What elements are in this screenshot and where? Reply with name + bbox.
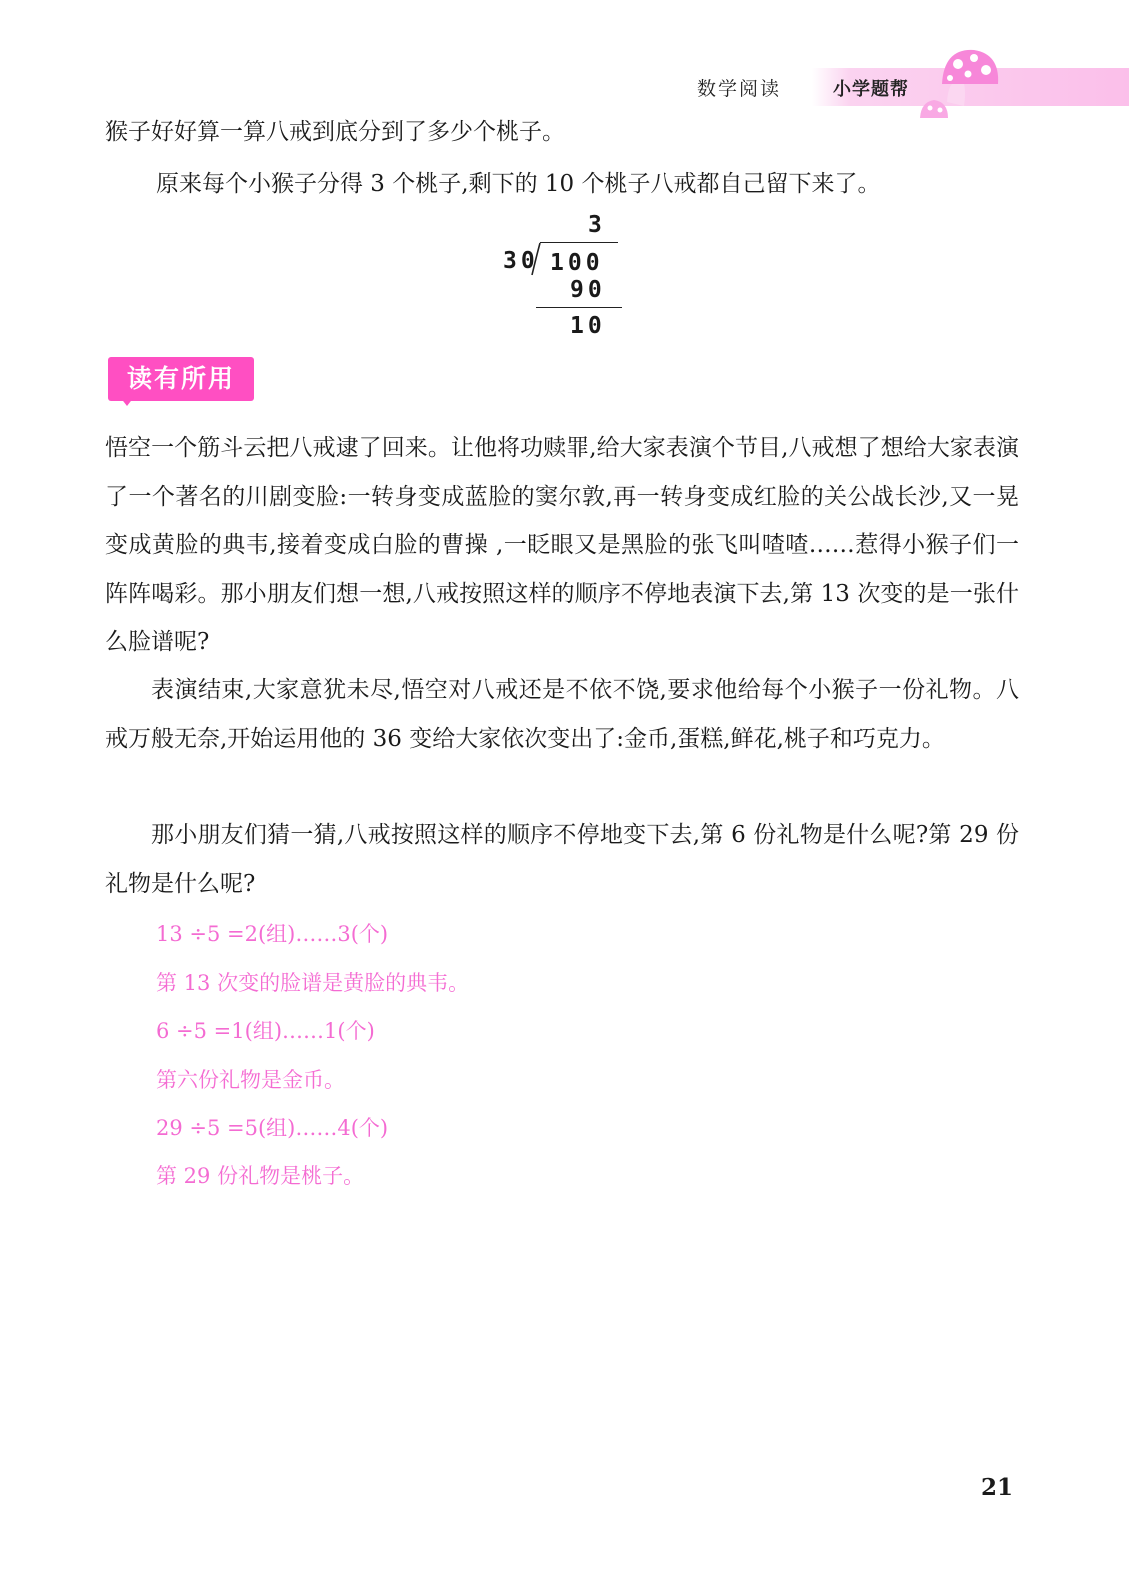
answer-line-4: 第六份礼物是金币。 bbox=[156, 1068, 345, 1092]
mushroom-icon bbox=[912, 40, 1012, 120]
division-remainder: 10 bbox=[570, 313, 606, 339]
division-dividend: 100 bbox=[550, 250, 604, 276]
answer-line-6: 第 29 份礼物是桃子。 bbox=[156, 1164, 365, 1188]
division-bar bbox=[540, 242, 618, 243]
text-line-2: 原来每个小猴子分得 3 个桃子,剩下的 10 个桃子八戒都自己留下来了。 bbox=[156, 171, 881, 197]
division-quotient: 3 bbox=[588, 212, 606, 238]
answer-line-2: 第 13 次变的脸谱是黄脸的典韦。 bbox=[156, 971, 470, 995]
paragraph-2: 表演结束,大家意犹未尽,悟空对八戒还是不依不饶,要求他给每个小猴子一份礼物。八戒万般无奈,开始运用他的 36 变给大家依次变出了:金币,蛋糕,鲜花,桃子和巧克力。 bbox=[105, 677, 1019, 752]
series-title: 小学题帮 bbox=[833, 79, 909, 100]
answer-line-5: 29 ÷5 =5(组)……4(个) bbox=[156, 1116, 389, 1140]
section-tag-label: 读有所用 bbox=[126, 364, 235, 393]
division-subtract-line bbox=[536, 307, 622, 308]
answer-line-3: 6 ÷5 =1(组)……1(个) bbox=[156, 1019, 375, 1043]
page-number: 21 bbox=[981, 1474, 1014, 1501]
division-product: 90 bbox=[570, 277, 606, 303]
page-header bbox=[0, 62, 1129, 112]
book-title: 数学阅读 bbox=[697, 78, 782, 100]
paragraph-1: 悟空一个筋斗云把八戒逮了回来。让他将功赎罪,给大家表演个节目,八戒想了想给大家表演了一个著名的川剧变脸:一转身变成蓝脸的窦尔敦,再一转身变成红脸的关公战长沙,又一晃变成黄脸的典韦,接着变成白脸的曹操 ,一眨眼又是黑脸的张飞叫喳喳……惹得小猴子们一阵阵喝彩。那小朋友们想一想,八戒按照这样的顺序不停地表演下去,第 13 次变的是一张什么脸谱呢? bbox=[105, 435, 1019, 655]
section-tag bbox=[108, 357, 254, 401]
answer-line-1: 13 ÷5 =2(组)……3(个) bbox=[156, 922, 389, 946]
paragraph-3: 那小朋友们猜一猜,八戒按照这样的顺序不停地变下去,第 6 份礼物是什么呢?第 29 份礼物是什么呢? bbox=[105, 822, 1019, 897]
division-divisor: 30 bbox=[503, 248, 539, 274]
text-line-1: 猴子好好算一算八戒到底分到了多少个桃子。 bbox=[105, 119, 565, 145]
